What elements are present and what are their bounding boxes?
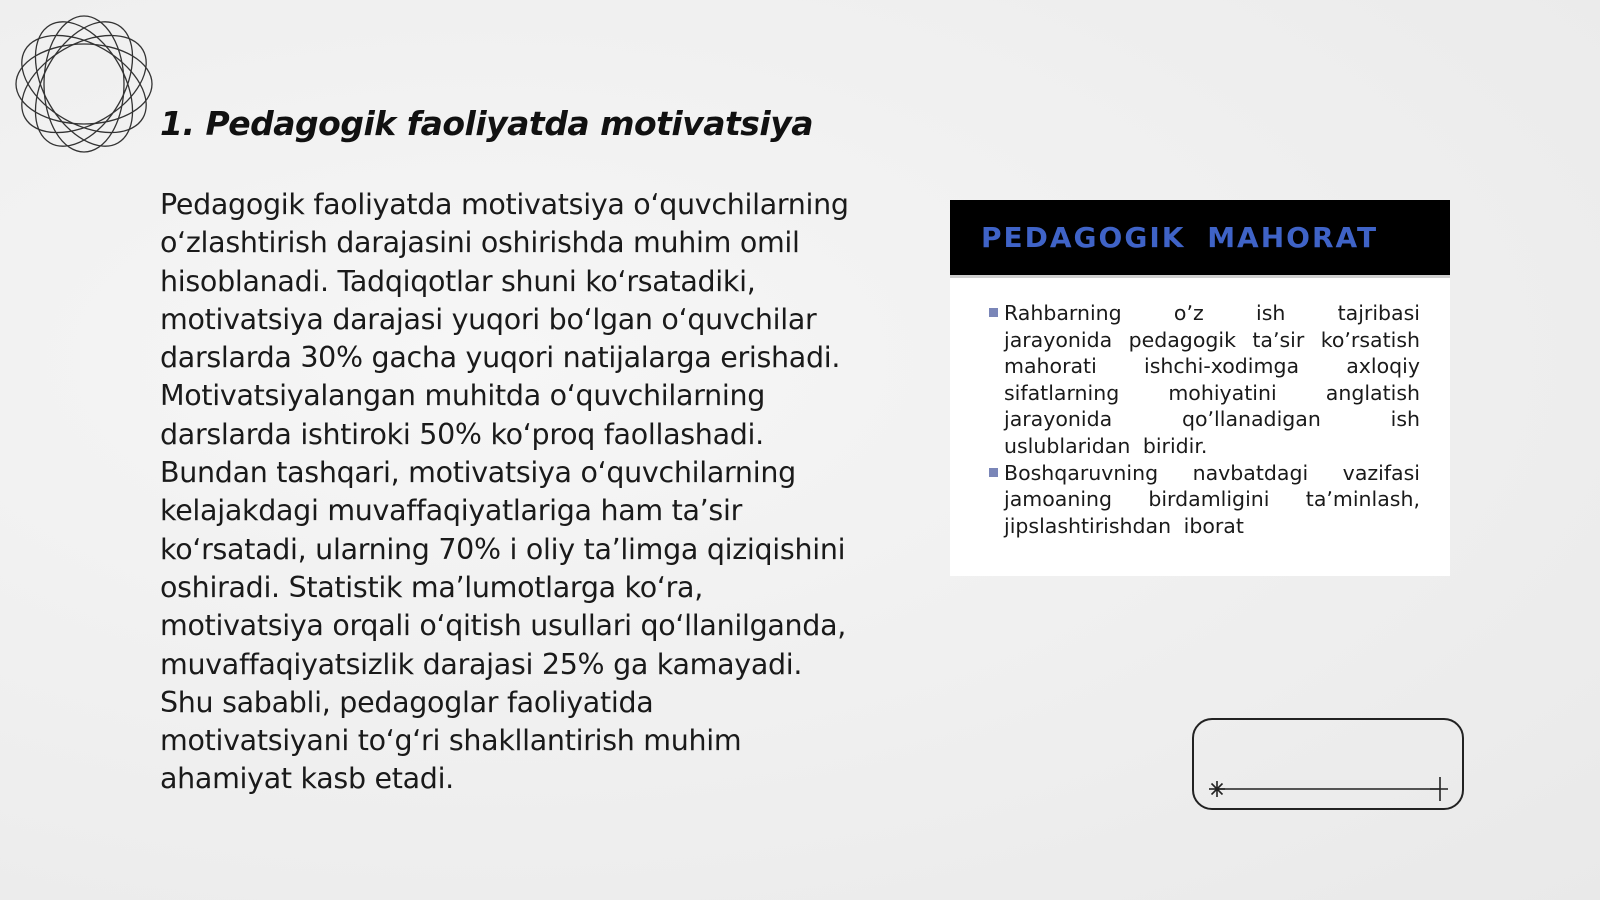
sparkle-icon bbox=[1209, 781, 1225, 797]
card-bullet-list bbox=[950, 278, 1450, 539]
list-item-text: Boshqaruvning navbatdagi vazifasi jamoaning birdamligini taʼminlash, jipslashtirishdan iborat bbox=[1004, 460, 1420, 538]
body-paragraph: Pedagogik faoliyatda motivatsiya oʻquvchilarning oʻzlashtirish darajasini oshirishda muhim omil hisoblanadi. Tadqiqotlar shuni koʻrsatadiki, motivatsiya darajasi yuqori boʻlgan oʻquvchilar darslarda 30% gacha yuqori natijalarga erishadi. Motivatsiyalangan muhitda oʻquvchilarning darslarda ishtiroki 50% koʻproq faollashadi. Bundan tashqari, motivatsiya oʻquvchilarning kelajakdagi muvaffaqiyatlariga ham taʼsir koʻrsatadi, ularning 70% i oliy taʼlimga qiziqishini oshiradi. Statistik maʼlumotlarga koʻra, motivatsiya orqali oʻqitish usullari qoʻllanilganda, muvaffaqiyatsizlik darajasi 25% ga kamayadi. Shu sababli, pedagoglar faoliyatida motivatsiyani toʻgʻri shakllantirish muhim ahamiyat kasb etadi. bbox=[160, 188, 849, 796]
list-item bbox=[989, 460, 1420, 540]
list-item-text: Rahbarning oʼz ish tajribasi jarayonida pedagogik taʼsir koʼrsatish mahorati ishchi-xodimga axloqiy sifatlarning mohiyatini anglatish jarayonida qoʼllanadigan ish uslublaridan biridir. bbox=[1004, 301, 1420, 458]
decorative-line bbox=[1194, 720, 1466, 812]
square-bullet-icon bbox=[989, 468, 998, 477]
crosshair-icon bbox=[1430, 777, 1448, 801]
circle-rings-logo-icon bbox=[10, 10, 158, 158]
decorative-pill-frame bbox=[1192, 718, 1464, 810]
slide-title: 1. Pedagogik faoliyatda motivatsiya bbox=[160, 104, 814, 143]
pedagogik-mahorat-card bbox=[950, 200, 1450, 576]
card-header-title: PEDAGOGIK MAHORAT bbox=[981, 221, 1379, 254]
square-bullet-icon bbox=[989, 308, 998, 317]
card-header bbox=[950, 200, 1450, 278]
list-item bbox=[989, 300, 1420, 460]
